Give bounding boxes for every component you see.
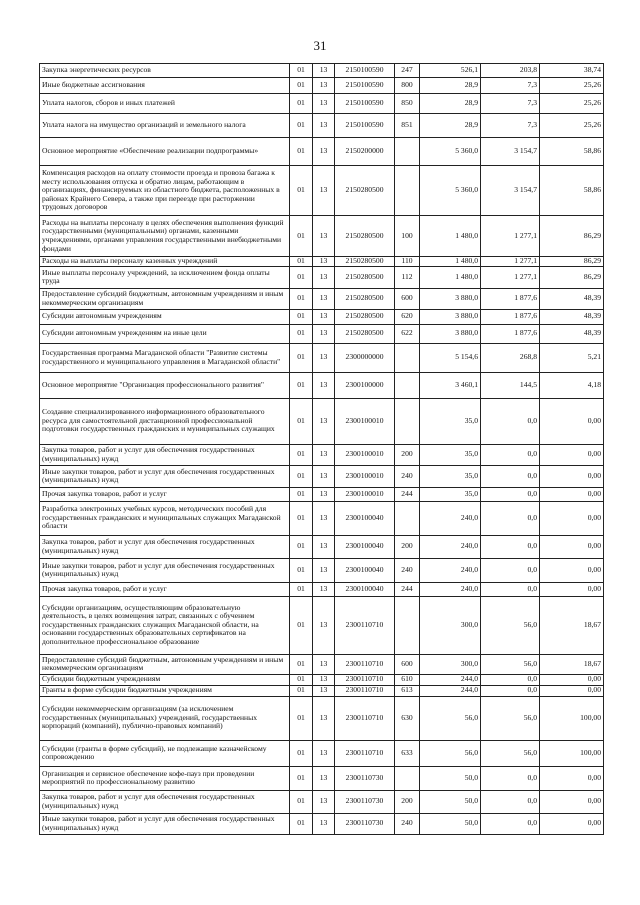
spent-cell: 0,0 — [481, 685, 540, 696]
expense-type-cell: 110 — [395, 257, 420, 267]
expense-type-cell — [395, 166, 420, 216]
target-code-cell: 2300100010 — [335, 398, 395, 444]
amount-cell: 244,0 — [420, 685, 481, 696]
percent-cell: 0,00 — [540, 813, 604, 834]
expense-type-cell: 800 — [395, 78, 420, 94]
gr-cell: 01 — [290, 257, 313, 267]
table-row — [40, 813, 604, 834]
amount-cell: 56,0 — [420, 740, 481, 766]
gr-cell: 01 — [290, 324, 313, 343]
name-cell: Иные закупки товаров, работ и услуг для обеспечения государственных (муниципальных) нужд — [40, 558, 290, 582]
target-code-cell: 2300110710 — [335, 696, 395, 740]
expense-type-cell — [395, 398, 420, 444]
table-row — [40, 444, 604, 465]
amount-cell: 50,0 — [420, 790, 481, 813]
amount-cell: 300,0 — [420, 654, 481, 674]
section-cell: 13 — [313, 766, 335, 790]
table-row — [40, 596, 604, 654]
percent-cell: 100,00 — [540, 696, 604, 740]
expense-type-cell: 851 — [395, 114, 420, 138]
name-cell: Гранты в форме субсидии бюджетным учреждениям — [40, 685, 290, 696]
amount-cell: 3 880,0 — [420, 309, 481, 324]
name-cell: Разработка электронных учебных курсов, методических пособий для государственных гражданских и муниципальных служащих Магаданской области — [40, 501, 290, 535]
percent-cell: 0,00 — [540, 487, 604, 501]
gr-cell: 01 — [290, 78, 313, 94]
name-cell: Расходы на выплаты персоналу казенных учреждений — [40, 257, 290, 267]
name-cell: Субсидии автономным учреждениям — [40, 309, 290, 324]
table-row — [40, 372, 604, 398]
percent-cell: 58,86 — [540, 166, 604, 216]
gr-cell: 01 — [290, 343, 313, 372]
spent-cell: 0,0 — [481, 444, 540, 465]
spent-cell: 0,0 — [481, 790, 540, 813]
spent-cell: 56,0 — [481, 596, 540, 654]
target-code-cell: 2300110730 — [335, 790, 395, 813]
percent-cell: 0,00 — [540, 766, 604, 790]
section-cell: 13 — [313, 372, 335, 398]
name-cell: Прочая закупка товаров, работ и услуг — [40, 582, 290, 596]
spent-cell: 1 277,1 — [481, 257, 540, 267]
percent-cell: 0,00 — [540, 674, 604, 685]
section-cell: 13 — [313, 138, 335, 166]
spent-cell: 0,0 — [481, 813, 540, 834]
amount-cell: 1 480,0 — [420, 216, 481, 257]
expense-type-cell — [395, 596, 420, 654]
percent-cell: 18,67 — [540, 654, 604, 674]
amount-cell: 35,0 — [420, 398, 481, 444]
spent-cell: 1 877,6 — [481, 288, 540, 309]
target-code-cell: 2150280500 — [335, 324, 395, 343]
expense-type-cell: 613 — [395, 685, 420, 696]
percent-cell: 48,39 — [540, 309, 604, 324]
gr-cell: 01 — [290, 398, 313, 444]
spent-cell: 0,0 — [481, 487, 540, 501]
expense-type-cell: 622 — [395, 324, 420, 343]
table-row — [40, 558, 604, 582]
amount-cell: 56,0 — [420, 696, 481, 740]
amount-cell: 1 480,0 — [420, 266, 481, 288]
section-cell: 13 — [313, 813, 335, 834]
percent-cell: 0,00 — [540, 790, 604, 813]
section-cell: 13 — [313, 94, 335, 114]
section-cell: 13 — [313, 596, 335, 654]
section-cell: 13 — [313, 740, 335, 766]
gr-cell: 01 — [290, 685, 313, 696]
target-code-cell: 2150280500 — [335, 216, 395, 257]
spent-cell: 1 277,1 — [481, 216, 540, 257]
name-cell: Закупка энергетических ресурсов — [40, 64, 290, 78]
table-row — [40, 166, 604, 216]
target-code-cell: 2300110710 — [335, 685, 395, 696]
expense-type-cell: 112 — [395, 266, 420, 288]
target-code-cell: 2150100590 — [335, 114, 395, 138]
name-cell: Субсидии организациям, осуществляющим образовательную деятельность, в целях возмещения затрат, связанных с обучением государственных гражданских служащих Магаданской области, на основании государственных образовательных сертификатов на дополнительное профессиональное образование — [40, 596, 290, 654]
gr-cell: 01 — [290, 114, 313, 138]
name-cell: Прочая закупка товаров, работ и услуг — [40, 487, 290, 501]
section-cell: 13 — [313, 166, 335, 216]
percent-cell: 0,00 — [540, 558, 604, 582]
expense-type-cell: 200 — [395, 535, 420, 558]
target-code-cell: 2150100590 — [335, 94, 395, 114]
target-code-cell: 2300110710 — [335, 740, 395, 766]
gr-cell: 01 — [290, 596, 313, 654]
gr-cell: 01 — [290, 654, 313, 674]
amount-cell: 3 880,0 — [420, 288, 481, 309]
expense-type-cell: 610 — [395, 674, 420, 685]
section-cell: 13 — [313, 535, 335, 558]
amount-cell: 300,0 — [420, 596, 481, 654]
expense-type-cell: 244 — [395, 487, 420, 501]
expense-type-cell: 240 — [395, 813, 420, 834]
section-cell: 13 — [313, 790, 335, 813]
gr-cell: 01 — [290, 558, 313, 582]
spent-cell: 3 154,7 — [481, 166, 540, 216]
gr-cell: 01 — [290, 535, 313, 558]
budget-table — [39, 63, 604, 835]
target-code-cell: 2150280500 — [335, 309, 395, 324]
table-row — [40, 398, 604, 444]
percent-cell: 58,86 — [540, 138, 604, 166]
table-row — [40, 257, 604, 267]
percent-cell: 48,39 — [540, 288, 604, 309]
target-code-cell: 2300000000 — [335, 343, 395, 372]
expense-type-cell: 633 — [395, 740, 420, 766]
name-cell: Закупка товаров, работ и услуг для обеспечения государственных (муниципальных) нужд — [40, 790, 290, 813]
section-cell: 13 — [313, 64, 335, 78]
table-row — [40, 501, 604, 535]
target-code-cell: 2150280500 — [335, 257, 395, 267]
percent-cell: 0,00 — [540, 582, 604, 596]
amount-cell: 5 360,0 — [420, 166, 481, 216]
amount-cell: 1 480,0 — [420, 257, 481, 267]
percent-cell: 86,29 — [540, 266, 604, 288]
spent-cell: 7,3 — [481, 114, 540, 138]
gr-cell: 01 — [290, 216, 313, 257]
table-row — [40, 94, 604, 114]
spent-cell: 0,0 — [481, 558, 540, 582]
gr-cell: 01 — [290, 266, 313, 288]
target-code-cell: 2300100040 — [335, 501, 395, 535]
expense-type-cell — [395, 372, 420, 398]
gr-cell: 01 — [290, 64, 313, 78]
section-cell: 13 — [313, 444, 335, 465]
name-cell: Уплата налогов, сборов и иных платежей — [40, 94, 290, 114]
expense-type-cell: 240 — [395, 558, 420, 582]
gr-cell: 01 — [290, 166, 313, 216]
name-cell: Компенсация расходов на оплату стоимости проезда и провоза багажа к месту использования отпуска и обратно лицам, работающим в организациях, финансируемых из областного бюджета, расположенных в районах Крайнего Севера, а также при переезде при расторжении трудовых договоров — [40, 166, 290, 216]
table-row — [40, 343, 604, 372]
amount-cell: 244,0 — [420, 674, 481, 685]
gr-cell: 01 — [290, 444, 313, 465]
spent-cell: 0,0 — [481, 535, 540, 558]
table-row — [40, 324, 604, 343]
spent-cell: 203,8 — [481, 64, 540, 78]
expense-type-cell — [395, 501, 420, 535]
percent-cell: 0,00 — [540, 398, 604, 444]
percent-cell: 0,00 — [540, 444, 604, 465]
name-cell: Субсидии бюджетным учреждениям — [40, 674, 290, 685]
target-code-cell: 2300110710 — [335, 674, 395, 685]
table-row — [40, 64, 604, 78]
target-code-cell: 2300100000 — [335, 372, 395, 398]
section-cell: 13 — [313, 324, 335, 343]
gr-cell: 01 — [290, 813, 313, 834]
table-row — [40, 654, 604, 674]
name-cell: Создание специализированного информационного образовательного ресурса для самостоятельной дистанционной профессиональной подготовки государственных гражданских и муниципальных служащих — [40, 398, 290, 444]
amount-cell: 50,0 — [420, 813, 481, 834]
table-row — [40, 266, 604, 288]
amount-cell: 3 460,1 — [420, 372, 481, 398]
gr-cell: 01 — [290, 372, 313, 398]
expense-type-cell — [395, 138, 420, 166]
percent-cell: 18,67 — [540, 596, 604, 654]
target-code-cell: 2300100040 — [335, 535, 395, 558]
section-cell: 13 — [313, 398, 335, 444]
expense-type-cell: 600 — [395, 288, 420, 309]
spent-cell: 0,0 — [481, 465, 540, 487]
table-row — [40, 465, 604, 487]
gr-cell: 01 — [290, 138, 313, 166]
name-cell: Государственная программа Магаданской области "Развитие системы государственного и муниципального управления в Магаданской области" — [40, 343, 290, 372]
table-row — [40, 674, 604, 685]
spent-cell: 7,3 — [481, 94, 540, 114]
name-cell: Предоставление субсидий бюджетным, автономным учреждениям и иным некоммерческим организациям — [40, 654, 290, 674]
gr-cell: 01 — [290, 487, 313, 501]
name-cell: Закупка товаров, работ и услуг для обеспечения государственных (муниципальных) нужд — [40, 535, 290, 558]
amount-cell: 240,0 — [420, 582, 481, 596]
target-code-cell: 2300100040 — [335, 582, 395, 596]
section-cell: 13 — [313, 266, 335, 288]
amount-cell: 28,9 — [420, 94, 481, 114]
section-cell: 13 — [313, 309, 335, 324]
section-cell: 13 — [313, 501, 335, 535]
percent-cell: 86,29 — [540, 216, 604, 257]
percent-cell: 48,39 — [540, 324, 604, 343]
percent-cell: 4,18 — [540, 372, 604, 398]
section-cell: 13 — [313, 78, 335, 94]
target-code-cell: 2150100590 — [335, 64, 395, 78]
spent-cell: 56,0 — [481, 654, 540, 674]
amount-cell: 5 154,6 — [420, 343, 481, 372]
spent-cell: 0,0 — [481, 501, 540, 535]
table-row — [40, 114, 604, 138]
table-body — [40, 64, 604, 835]
page-number: 31 — [313, 38, 327, 53]
expense-type-cell: 244 — [395, 582, 420, 596]
amount-cell: 35,0 — [420, 444, 481, 465]
percent-cell: 38,74 — [540, 64, 604, 78]
table-row — [40, 535, 604, 558]
name-cell: Иные выплаты персоналу учреждений, за исключением фонда оплаты труда — [40, 266, 290, 288]
spent-cell: 1 277,1 — [481, 266, 540, 288]
percent-cell: 0,00 — [540, 501, 604, 535]
name-cell: Закупка товаров, работ и услуг для обеспечения государственных (муниципальных) нужд — [40, 444, 290, 465]
table-row — [40, 216, 604, 257]
amount-cell: 35,0 — [420, 465, 481, 487]
table-row — [40, 740, 604, 766]
spent-cell: 0,0 — [481, 766, 540, 790]
section-cell: 13 — [313, 114, 335, 138]
amount-cell: 240,0 — [420, 535, 481, 558]
target-code-cell: 2150100590 — [335, 78, 395, 94]
gr-cell: 01 — [290, 582, 313, 596]
name-cell: Основное мероприятие "Организация профессионального развития" — [40, 372, 290, 398]
expense-type-cell: 850 — [395, 94, 420, 114]
gr-cell: 01 — [290, 696, 313, 740]
gr-cell: 01 — [290, 790, 313, 813]
name-cell: Иные бюджетные ассигнования — [40, 78, 290, 94]
section-cell: 13 — [313, 558, 335, 582]
percent-cell: 25,26 — [540, 78, 604, 94]
section-cell: 13 — [313, 257, 335, 267]
table-row — [40, 288, 604, 309]
spent-cell: 0,0 — [481, 582, 540, 596]
table-row — [40, 696, 604, 740]
section-cell: 13 — [313, 465, 335, 487]
section-cell: 13 — [313, 343, 335, 372]
section-cell: 13 — [313, 216, 335, 257]
table-row — [40, 790, 604, 813]
amount-cell: 28,9 — [420, 78, 481, 94]
spent-cell: 0,0 — [481, 398, 540, 444]
section-cell: 13 — [313, 685, 335, 696]
gr-cell: 01 — [290, 674, 313, 685]
percent-cell: 100,00 — [540, 740, 604, 766]
target-code-cell: 2300110710 — [335, 654, 395, 674]
target-code-cell: 2150280500 — [335, 166, 395, 216]
target-code-cell: 2150280500 — [335, 288, 395, 309]
name-cell: Иные закупки товаров, работ и услуг для обеспечения государственных (муниципальных) нужд — [40, 813, 290, 834]
name-cell: Субсидии некоммерческим организациям (за исключением государственных (муниципальных) учреждений, государственных корпораций (компаний), публично-правовых компаний) — [40, 696, 290, 740]
percent-cell: 0,00 — [540, 465, 604, 487]
amount-cell: 526,1 — [420, 64, 481, 78]
amount-cell: 35,0 — [420, 487, 481, 501]
section-cell: 13 — [313, 654, 335, 674]
expense-type-cell: 247 — [395, 64, 420, 78]
expense-type-cell: 240 — [395, 465, 420, 487]
name-cell: Субсидии (гранты в форме субсидий), не подлежащие казначейскому сопровождению — [40, 740, 290, 766]
spent-cell: 3 154,7 — [481, 138, 540, 166]
section-cell: 13 — [313, 582, 335, 596]
spent-cell: 56,0 — [481, 740, 540, 766]
gr-cell: 01 — [290, 309, 313, 324]
amount-cell: 3 880,0 — [420, 324, 481, 343]
name-cell: Основное мероприятие «Обеспечение реализации подпрограммы» — [40, 138, 290, 166]
amount-cell: 50,0 — [420, 766, 481, 790]
percent-cell: 86,29 — [540, 257, 604, 267]
table-row — [40, 138, 604, 166]
name-cell: Иные закупки товаров, работ и услуг для обеспечения государственных (муниципальных) нужд — [40, 465, 290, 487]
amount-cell: 240,0 — [420, 558, 481, 582]
name-cell: Уплата налога на имущество организаций и земельного налога — [40, 114, 290, 138]
gr-cell: 01 — [290, 501, 313, 535]
section-cell: 13 — [313, 487, 335, 501]
expense-type-cell: 620 — [395, 309, 420, 324]
percent-cell: 5,21 — [540, 343, 604, 372]
table-row — [40, 78, 604, 94]
section-cell: 13 — [313, 288, 335, 309]
gr-cell: 01 — [290, 766, 313, 790]
section-cell: 13 — [313, 674, 335, 685]
percent-cell: 0,00 — [540, 535, 604, 558]
spent-cell: 1 877,6 — [481, 309, 540, 324]
target-code-cell: 2300100010 — [335, 444, 395, 465]
spent-cell: 144,5 — [481, 372, 540, 398]
target-code-cell: 2300100010 — [335, 465, 395, 487]
expense-type-cell: 200 — [395, 790, 420, 813]
amount-cell: 240,0 — [420, 501, 481, 535]
gr-cell: 01 — [290, 740, 313, 766]
section-cell: 13 — [313, 696, 335, 740]
table-row — [40, 766, 604, 790]
expense-type-cell — [395, 766, 420, 790]
table-row — [40, 685, 604, 696]
target-code-cell: 2150280500 — [335, 266, 395, 288]
target-code-cell: 2300100040 — [335, 558, 395, 582]
expense-type-cell: 600 — [395, 654, 420, 674]
target-code-cell: 2300110730 — [335, 813, 395, 834]
table-row — [40, 487, 604, 501]
target-code-cell: 2300110710 — [335, 596, 395, 654]
name-cell: Субсидии автономным учреждениям на иные цели — [40, 324, 290, 343]
expense-type-cell: 100 — [395, 216, 420, 257]
target-code-cell: 2300100010 — [335, 487, 395, 501]
target-code-cell: 2300110730 — [335, 766, 395, 790]
percent-cell: 25,26 — [540, 94, 604, 114]
expense-type-cell — [395, 343, 420, 372]
table-row — [40, 582, 604, 596]
expense-type-cell: 630 — [395, 696, 420, 740]
percent-cell: 25,26 — [540, 114, 604, 138]
spent-cell: 7,3 — [481, 78, 540, 94]
name-cell: Расходы на выплаты персоналу в целях обеспечения выполнения функций государственными (муниципальными) органами, казенными учреждениями, органами управления государственными внебюджетными фондами — [40, 216, 290, 257]
gr-cell: 01 — [290, 94, 313, 114]
amount-cell: 5 360,0 — [420, 138, 481, 166]
target-code-cell: 2150200000 — [335, 138, 395, 166]
amount-cell: 28,9 — [420, 114, 481, 138]
spent-cell: 0,0 — [481, 674, 540, 685]
gr-cell: 01 — [290, 465, 313, 487]
expense-type-cell: 200 — [395, 444, 420, 465]
spent-cell: 1 877,6 — [481, 324, 540, 343]
spent-cell: 268,8 — [481, 343, 540, 372]
table-row — [40, 309, 604, 324]
spent-cell: 56,0 — [481, 696, 540, 740]
percent-cell: 0,00 — [540, 685, 604, 696]
name-cell: Предоставление субсидий бюджетным, автономным учреждениям и иным некоммерческим организациям — [40, 288, 290, 309]
name-cell: Организация и сервисное обеспечение кофе-пауз при проведении мероприятий по профессиональному развитию — [40, 766, 290, 790]
gr-cell: 01 — [290, 288, 313, 309]
